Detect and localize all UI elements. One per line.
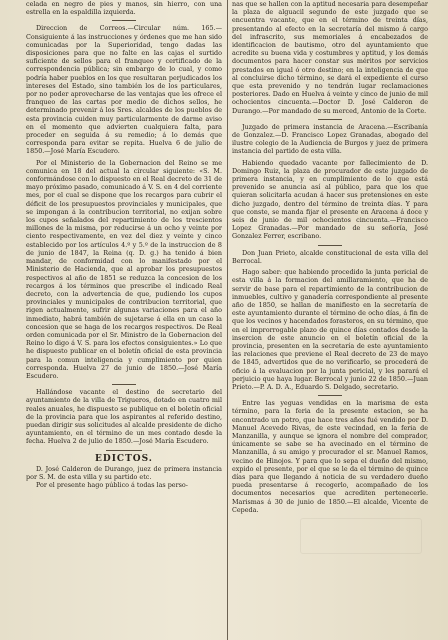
separator-rule: [318, 395, 342, 396]
notice-aracena: Habiendo quedado vacante por fallecimiento de D. Domingo Ruiz, la plaza de procurador de este juzgado de primera instancia, y en cumplimiento de lo que está prevenido se anuncia así al público, para que los que quieran solicitarla acudan á hacer sus pretensiones en este dicho juzgado, dentro del término de treinta días. Y para que conste, se manda fijar el presente en Aracena á doce y seis de junio de mil ochocientos cincuenta.—Francisco Lopez Granadas.—Por mandado de su señoría, José Gonzalez Ferrer, escribano.: [232, 158, 428, 241]
right-top-fragment: nas que se hallen con la aptitud necesaria para desempeñar la plaza de alguacil segundo de este juzgado que se encuentra vacante, que en el término de treinta días, presentando al efecto en la secretaría del mismo á cargo del infrascrito, sus memoriales á encabezados de identificacion de bautismo, otro del ayuntamiento que acredite su buena vida y costumbres y aptitud, y los demás documentos para hacer constar sus méritos por servicios prestados en igual ó otro destino; en la inteligencia de que al concluirse dicho término, se dará el expediente el curso que esta prevenido y no tendrán lugar reclamaciones posteriores. Dado en Huelva á veinte y cinco de junio de mil ochocientos cincuenta.—Doctor D. José Calderon de Durango.—Por mandado de su merced, Antonio de la Corte.: [232, 0, 428, 115]
left-column: [26, 0, 222, 640]
notice-secretario: Hallándose vacante el destino de secretario del ayuntamiento de la villa de Trigueros, dotado en cuatro mil reales anuales, he dispuesto se publique en el boletín oficial de la provincia para que los aspirantes al referido destino, puedan dirigir sus solicitudes al alcalde presidente de dicho ayuntamiento, en el término de un mes contado desde la fecha. Huelva 2 de julio de 1850.—José María Escudero.: [26, 388, 222, 446]
notice-aracena-heading: Juzgado de primera instancia de Aracena.—Escribanía de Gonzalez.—D. Francisco Lopez Granadas, abogado del ilustre colegio de la Audiencia de Burgos y juez de primera instancia del partido de esta villa.: [232, 122, 428, 156]
separator-rule: [112, 20, 136, 21]
left-top-fragment: celada en negro de pies y manos, sin hierro, con una estrella en la espaldilla izquierda.: [26, 0, 222, 17]
notice-berrocal-heading: Don Juan Prieto, alcalde constitucional de esta villa del Berrocal.: [232, 248, 428, 265]
edicto-2: Por el presente hago público á todas las perso-: [36, 480, 188, 489]
separator-rule: [318, 245, 342, 246]
column-divider: [227, 0, 228, 640]
separator-rule: [106, 450, 142, 451]
notice-cepeda: Entre las yeguas vendidas en la marisma de esta término, para la feria de la presente estacion, se ha encontrado un potro, que hace tres años fué vendido por D. Manuel Acevedo Rivas, de este vecindad, en la feria de Manzanilla, y aunque se ignora el nombre del comprador, únicamente se sabe se ha avecinado en el término de Manzanilla, á su amigo y procurador el sr. Manuel Ramos, vecino de Hinojos. Y para que lo sepa el dueño del mismo, expido el presente, por el que se le da el término de quince días para que llegando á noticia de su verdadero dueño pueda presentarse á recogerlo, acompañado de los documentos necesarios que acrediten pertenecerle. Marismas á 30 de junio de 1850.—El alcalde, Vicente de Cepeda.: [232, 399, 428, 514]
notice-berrocal: Hago saber: que habiendo procedido la junta pericial de esta villa á la formacion del amillaramiento, que ha de servir de base para el repartimiento de la contribucion de inmuebles, cultivo y ganadería correspondiente al presente año de 1850, se hallan de manifiesto en la secretaría de este ayuntamiento durante el término de ocho días, á fin de que los vecinos y hacendados forasteros, en su término, que en el improrrogable plazo de quince días contados desde la insercion de este anuncio en el boletín oficial de la provincia, presenten en la secretaría de este ayuntamiento las relaciones que previene el Real decreto de 23 de mayo de 1845, advertidos que de no verificarlo, se procederá de oficio á la evaluacion por la junta pericial, y les parará el perjuicio que haya lugar. Berrocal y junio 22 de 1850.—Juan Prieto.—P. A. D. A., Eduardo S. Delgado, secretario.: [232, 268, 428, 391]
separator-rule: [112, 384, 136, 385]
library-stamp-watermark: [300, 518, 422, 554]
separator-rule: [318, 119, 342, 120]
notice-gobernacion: Por el Ministerio de la Gobernacion del Reino se me comunica en 18 del actual la circular siguiente: «S. M. conformándose con lo dispuesto en el Real decreto de 31 de mayo próximo pasado, comunicado á V. S. en 4 del corriente mes, por el cual se dispone que los recargos para cubrir el déficit de los presupuestos provinciales y municipales, que se impongan á la contribucion territorial, no exijan sobre los cupos señalados del repartimiento de los trescientos millones de la misma, por reducirse á un ocho y veinte por ciento respectivamente, en vez del diez y veinte y cinco establecido por los artículos 4.º y 5.º de la instruccion de 8 de junio de 1847, la Reina (q. D. g.) ha tenido á bien mandar, de conformidad con lo manifestado por el Ministerio de Hacienda, que al aprobar los presupuestos respectivos al año de 1851 se reduzca la concesion de los recargos á los términos que prescribe el indicado Real decreto, con la advertencia de que, pudiendo los cupos provinciales y municipales de contribucion territorial, que rigen actualmente, sufrir algunas variaciones para el año inmediato, habrá también de sujetarse á ella en un caso la concesion que se haga de los recargos respectivos. De Real orden comunicada por el Sr. Ministro de la Gobernacion del Reino lo digo á V. S. para los efectos consiguientes.» Lo que he dispuesto publicar en el boletín oficial de esta provincia para la comun inteligencia y cumplimiento por quien corresponda. Huelva 27 de junio de 1850.—José María Escudero.: [26, 158, 222, 380]
notice-correos: Direccion de Correos.—Circular núm. 165.—Consiguiente á las instrucciones y órdenes que me han sido comunicadas por la Superioridad, tengo dadas las disposiciones para que no falte en las cajas el surtido suficiente de sellos para el franqueo y certificado de la correspondencia pública; sin embargo de lo cual, y como podría haber pueblos en los que resultaran perjudicados los intereses del Estado, sino también los de los particulares, por no poder aprovecharse de las ventajas que les ofrece el franqueo de las cartas por medio de dichos sellos, he determinado prevenir á los Sres. alcaldes de los pueblos de esta provincia cuiden muy particularmente de darme aviso en el momento que advierten cualquiera falta, para proceder en seguida á su remedio; á lo demás que corresponda para evitar se repita. Huelva 6 de julio de 1850.—José María Escudero.: [26, 24, 222, 156]
edictos-heading: EDICTOS.: [95, 453, 153, 464]
edicto-1: D. José Calderon de Durango, juez de primera instancia por S. M. de esta villa y su partido etc.: [26, 464, 222, 481]
